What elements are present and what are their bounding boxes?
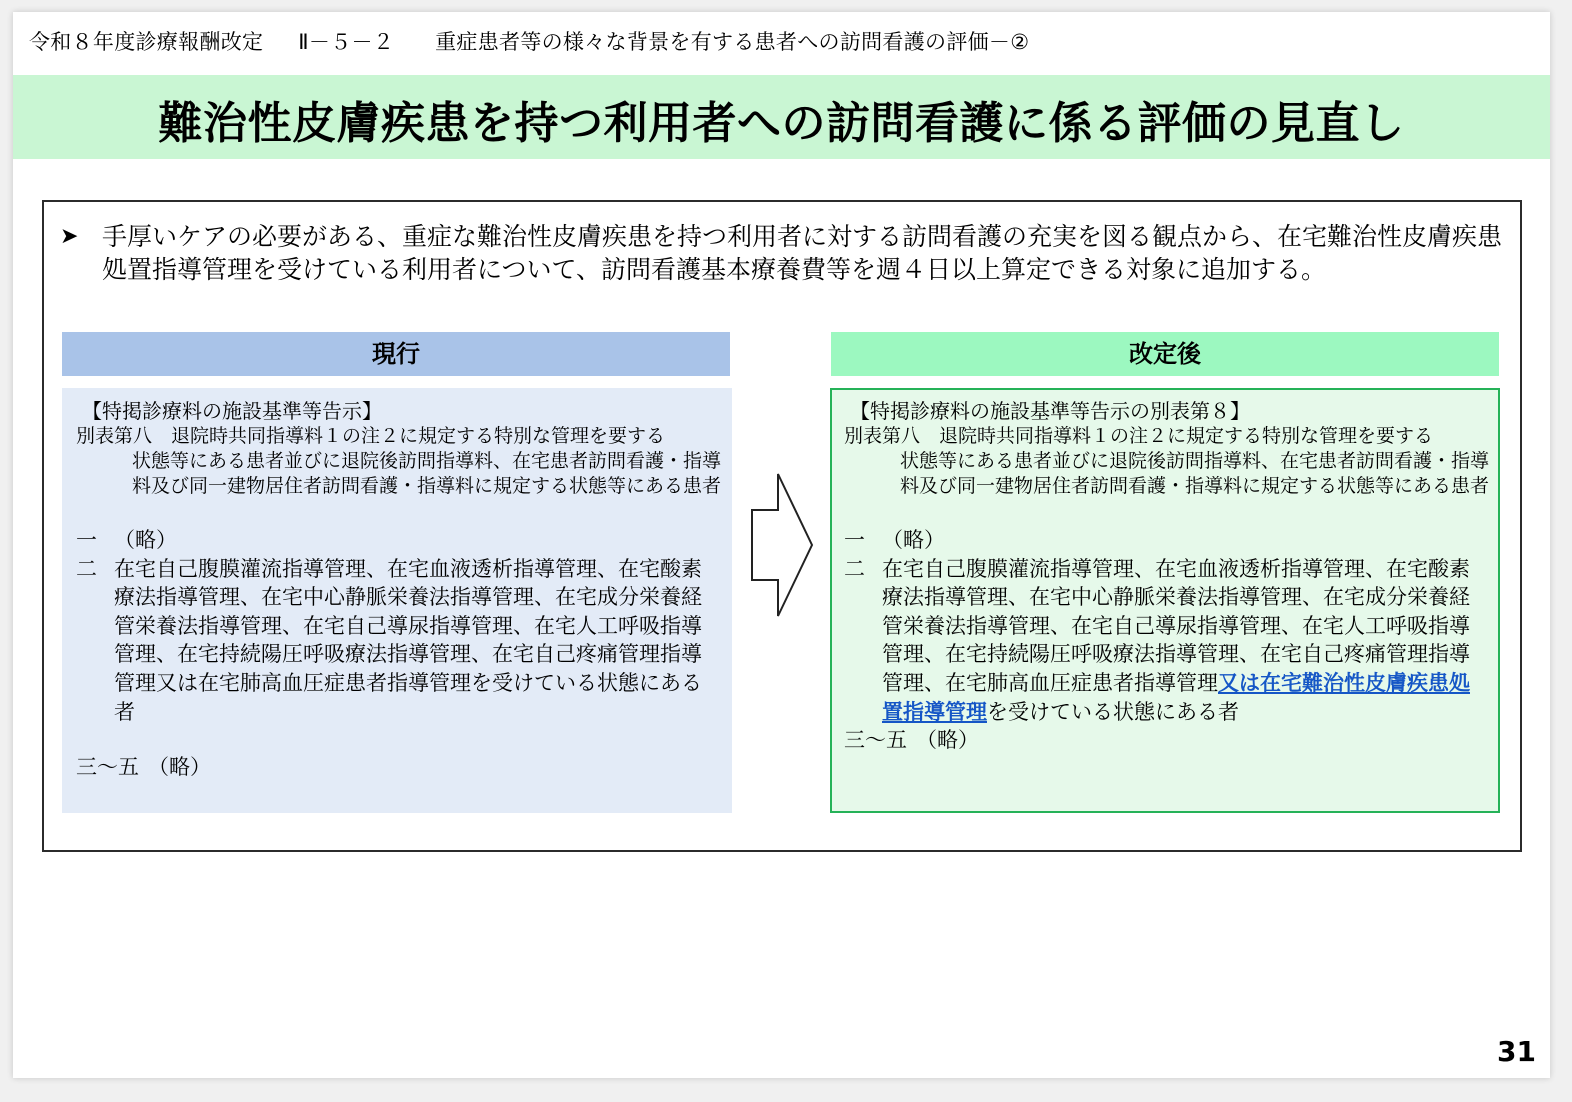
lead-paragraph: [60, 220, 1505, 286]
before-item-2-text: 在宅自己腹膜灌流指導管理、在宅血液透析指導管理、在宅酸素療法指導管理、在宅中心静脈栄養法指導管理、在宅成分栄養経管栄養法指導管理、在宅自己導尿指導管理、在宅人工呼吸指導管理、在宅持続陽圧呼吸療法指導管理、在宅自己疼痛管理指導管理又は在宅肺高血圧症患者指導管理を受けている状態にある者: [114, 556, 702, 724]
title-band: [13, 75, 1550, 159]
before-table-cont: 状態等にある患者並びに退院後訪問指導料、在宅患者訪問看護・指導料及び同一建物居住者訪問看護・指導料に規定する状態等にある患者: [132, 450, 722, 497]
after-item-1: [844, 526, 1489, 555]
after-item-1-text: （略）: [882, 528, 945, 552]
after-table-cont: 状態等にある患者並びに退院後訪問指導料、在宅患者訪問看護・指導料及び同一建物居住者訪問看護・指導料に規定する状態等にある患者: [900, 450, 1490, 497]
lead-text: 手厚いケアの必要がある、重症な難治性皮膚疾患を持つ利用者に対する訪問看護の充実を図る観点から、在宅難治性皮膚疾患処置指導管理を受けている利用者について、訪問看護基本療養費等を週４日以上算定できる対象に追加する。: [102, 222, 1503, 284]
before-item-3-text: （略）: [148, 755, 211, 780]
after-item-3: [844, 726, 1489, 755]
right-arrow-icon: [750, 472, 814, 618]
after-item-2-num: 二: [844, 556, 865, 581]
before-box-title: 【特掲診療料の施設基準等告示】: [82, 399, 382, 423]
before-item-1-text: （略）: [114, 528, 177, 552]
before-table-label: 別表第八 退院時共同指導料１の注２に規定する特別な管理を要する: [76, 425, 666, 447]
bullet-arrow-icon: ➤: [60, 224, 79, 249]
after-item-2-text-end: を受けている状態にある者: [987, 699, 1239, 724]
section-subtitle: 重症患者等の様々な背景を有する患者への訪問看護の評価－②: [435, 30, 1030, 54]
header-line: [29, 26, 1029, 56]
after-table-label: 別表第八 退院時共同指導料１の注２に規定する特別な管理を要する: [844, 425, 1434, 447]
after-item-3-text: （略）: [916, 728, 979, 753]
after-item-2-added-text: 又は在宅難治性皮膚疾患処置指導管理: [882, 670, 1470, 724]
content-frame: [42, 200, 1522, 852]
after-item-2: [844, 555, 1489, 727]
page-number: 31: [1497, 1035, 1536, 1068]
section-number: Ⅱ－５－２: [298, 30, 395, 54]
before-item-2-num: 二: [76, 556, 97, 581]
after-item-1-num: 一: [844, 528, 865, 552]
page-title: 難治性皮膚疾患を持つ利用者への訪問看護に係る評価の見直し: [158, 98, 1405, 149]
before-item-1: [76, 526, 721, 555]
before-item-1-num: 一: [76, 528, 97, 552]
before-item-2: [76, 555, 721, 727]
after-box-title: 【特掲診療料の施設基準等告示の別表第８】: [850, 399, 1250, 423]
after-box: [830, 388, 1500, 813]
after-item-3-num: 三～五: [844, 728, 907, 753]
before-box: [62, 388, 732, 813]
slide: [13, 12, 1550, 1078]
after-item-2-text: 在宅自己腹膜灌流指導管理、在宅血液透析指導管理、在宅酸素療法指導管理、在宅中心静脈栄養法指導管理、在宅成分栄養経管栄養法指導管理、在宅自己導尿指導管理、在宅人工呼吸指導管理、在宅持続陽圧呼吸療法指導管理、在宅自己疼痛管理指導管理、在宅肺高血圧症患者指導管理: [882, 556, 1470, 695]
before-item-3-num: 三～五: [76, 755, 139, 780]
revision-label: 令和８年度診療報酬改定: [29, 30, 264, 54]
before-heading: 現行: [62, 332, 730, 376]
after-heading: 改定後: [831, 332, 1499, 376]
before-item-3: [76, 753, 721, 782]
